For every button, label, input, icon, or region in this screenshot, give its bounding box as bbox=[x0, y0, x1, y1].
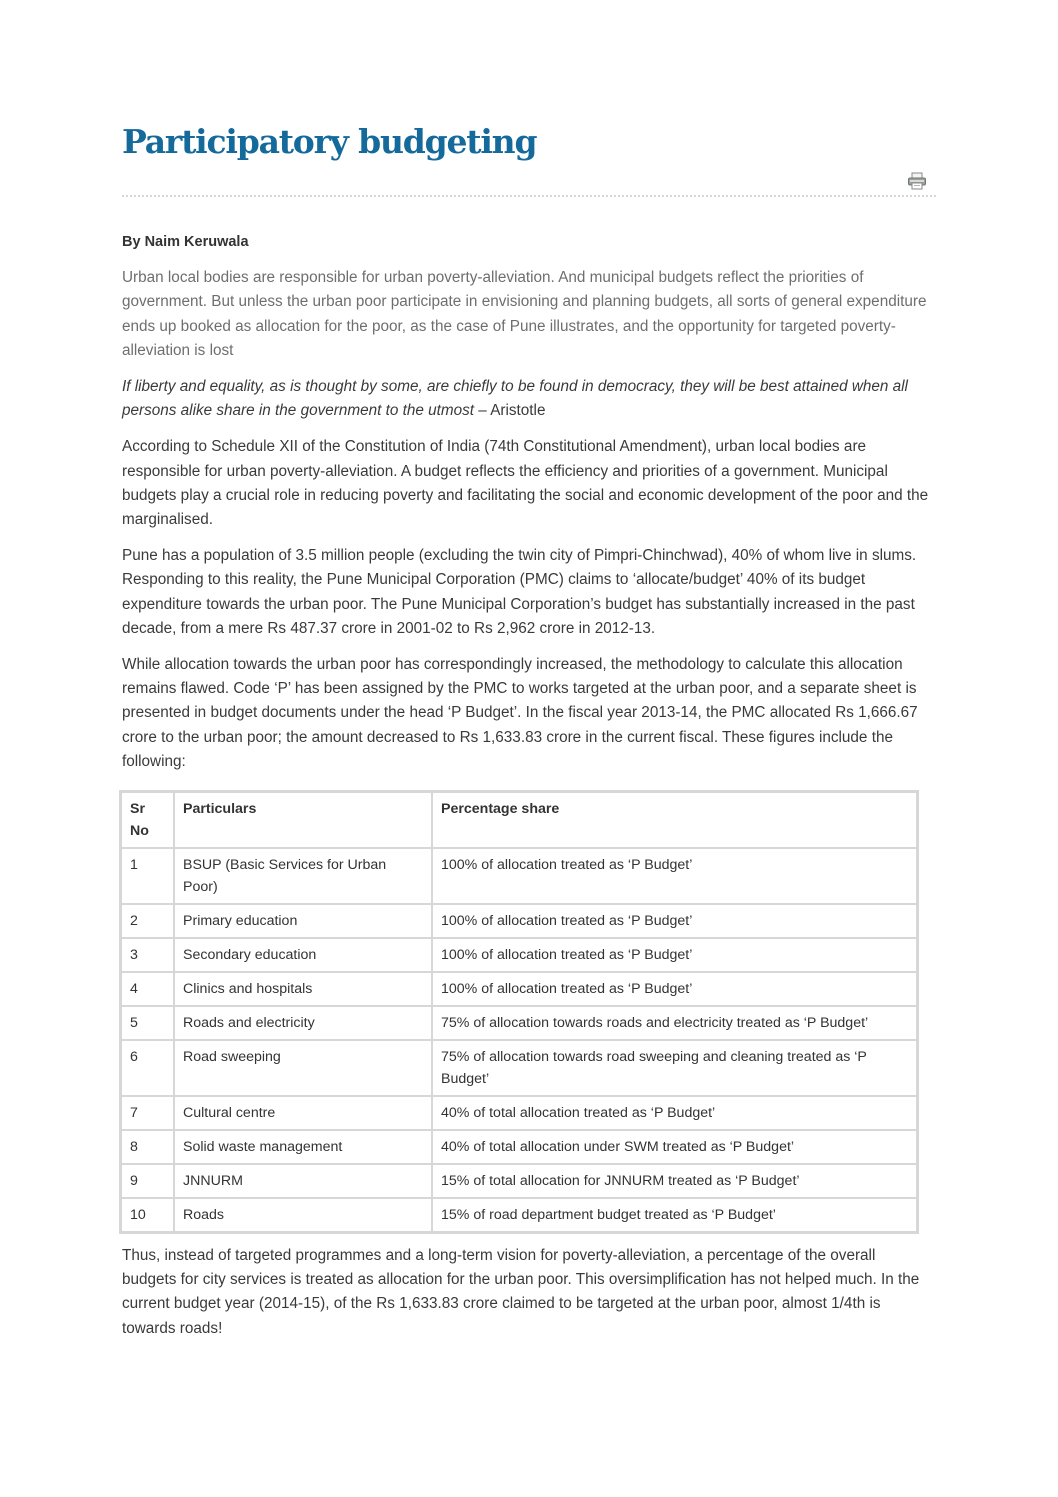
header-particulars: Particulars bbox=[174, 792, 432, 848]
cell-percentage-share: 75% of allocation towards road sweeping and cleaning treated as ‘P Budget’ bbox=[432, 1040, 917, 1096]
byline: By Naim Keruwala bbox=[122, 234, 249, 250]
cell-percentage-share: 100% of allocation treated as ‘P Budget’ bbox=[432, 938, 917, 972]
cell-particulars: Road sweeping bbox=[174, 1040, 432, 1096]
cell-sr-no: 6 bbox=[121, 1040, 174, 1096]
cell-sr-no: 9 bbox=[121, 1164, 174, 1198]
table-row bbox=[121, 904, 917, 938]
cell-percentage-share: 100% of allocation treated as ‘P Budget’ bbox=[432, 904, 917, 938]
printer-icon[interactable] bbox=[907, 172, 927, 190]
cell-particulars: Clinics and hospitals bbox=[174, 972, 432, 1006]
article-body bbox=[122, 230, 934, 1353]
cell-percentage-share: 40% of total allocation under SWM treated as ‘P Budget’ bbox=[432, 1130, 917, 1164]
cell-percentage-share: 75% of allocation towards roads and electricity treated as ‘P Budget’ bbox=[432, 1006, 917, 1040]
table-row bbox=[121, 848, 917, 904]
cell-particulars: Roads bbox=[174, 1198, 432, 1232]
header-percentage-share: Percentage share bbox=[432, 792, 917, 848]
cell-particulars: Solid waste management bbox=[174, 1130, 432, 1164]
title-divider bbox=[122, 195, 936, 197]
cell-particulars: Cultural centre bbox=[174, 1096, 432, 1130]
table-row bbox=[121, 1130, 917, 1164]
cell-sr-no: 3 bbox=[121, 938, 174, 972]
cell-sr-no: 4 bbox=[121, 972, 174, 1006]
pull-quote bbox=[122, 375, 934, 423]
table-row bbox=[121, 1096, 917, 1130]
cell-particulars: JNNURM bbox=[174, 1164, 432, 1198]
cell-percentage-share: 15% of road department budget treated as ‘P Budget’ bbox=[432, 1198, 917, 1232]
quote-text: If liberty and equality, as is thought by some, are chiefly to be found in democracy, they will be best attained when all persons alike share in the government to the utmost bbox=[122, 378, 908, 420]
page-title: Participatory budgeting bbox=[122, 122, 537, 161]
cell-particulars: BSUP (Basic Services for Urban Poor) bbox=[174, 848, 432, 904]
cell-percentage-share: 100% of allocation treated as ‘P Budget’ bbox=[432, 972, 917, 1006]
paragraph: According to Schedule XII of the Constitution of India (74th Constitutional Amendment), urban local bodies are responsible for urban poverty-alleviation. A budget reflects the efficiency and priorities of a government. Municipal budgets play a crucial role in reducing poverty and facilitating the social and economic development of the poor and the marginalised. bbox=[122, 438, 929, 529]
closing-paragraph: Thus, instead of targeted programmes and a long-term vision for poverty-alleviation, a percentage of the overall budgets for city services is treated as allocation for the urban poor. This oversimplification has not helped much. In the current budget year (2014-15), of the Rs 1,633.83 crore claimed to be targeted at the urban poor, almost 1/4th is towards roads! bbox=[122, 1247, 920, 1337]
table-row bbox=[121, 1164, 917, 1198]
cell-sr-no: 10 bbox=[121, 1198, 174, 1232]
cell-percentage-share: 15% of total allocation for JNNURM treated as ‘P Budget’ bbox=[432, 1164, 917, 1198]
cell-sr-no: 1 bbox=[121, 848, 174, 904]
table-row bbox=[121, 972, 917, 1006]
header-label: Sr No bbox=[130, 801, 149, 840]
paragraph: While allocation towards the urban poor has correspondingly increased, the methodology to calculate this allocation remains flawed. Code ‘P’ has been assigned by the PMC to works targeted at the urban poor, and a separate sheet is presented in budget documents under the head ‘P Budget’. In the fiscal year 2013-14, the PMC allocated Rs 1,666.67 crore to the urban poor; the amount decreased to Rs 1,633.83 crore in the current fiscal. These figures include the following: bbox=[122, 656, 918, 770]
cell-percentage-share: 100% of allocation treated as ‘P Budget’ bbox=[432, 848, 917, 904]
table-row bbox=[121, 1198, 917, 1232]
cell-sr-no: 8 bbox=[121, 1130, 174, 1164]
table-row bbox=[121, 1006, 917, 1040]
cell-sr-no: 5 bbox=[121, 1006, 174, 1040]
table-row bbox=[121, 938, 917, 972]
cell-sr-no: 7 bbox=[121, 1096, 174, 1130]
quote-attribution: – Aristotle bbox=[474, 402, 546, 420]
paragraph: Pune has a population of 3.5 million people (excluding the twin city of Pimpri-Chinchwad), 40% of whom live in slums. Responding to this reality, the Pune Municipal Corporation (PMC) claims to ‘allocate/budget’ 40% of its budget expenditure towards the urban poor. The Pune Municipal Corporation’s budget has substantially increased in the past decade, from a mere Rs 487.37 crore in 2001-02 to Rs 2,962 crore in 2012-13. bbox=[122, 547, 917, 637]
cell-particulars: Secondary education bbox=[174, 938, 432, 972]
article-lead: Urban local bodies are responsible for urban poverty-alleviation. And municipal budgets reflect the priorities of government. But unless the urban poor participate in envisioning and planning budgets, all sorts of general expenditure ends up booked as allocation for the poor, as the case of Pune illustrates, and the opportunity for targeted poverty-alleviation is lost bbox=[122, 269, 927, 359]
table-row bbox=[121, 1040, 917, 1096]
p-budget-table bbox=[119, 790, 919, 1234]
header-sr-no bbox=[121, 792, 174, 848]
table-header-row bbox=[121, 792, 917, 848]
cell-percentage-share: 40% of total allocation treated as ‘P Budget’ bbox=[432, 1096, 917, 1130]
cell-particulars: Primary education bbox=[174, 904, 432, 938]
cell-particulars: Roads and electricity bbox=[174, 1006, 432, 1040]
cell-sr-no: 2 bbox=[121, 904, 174, 938]
